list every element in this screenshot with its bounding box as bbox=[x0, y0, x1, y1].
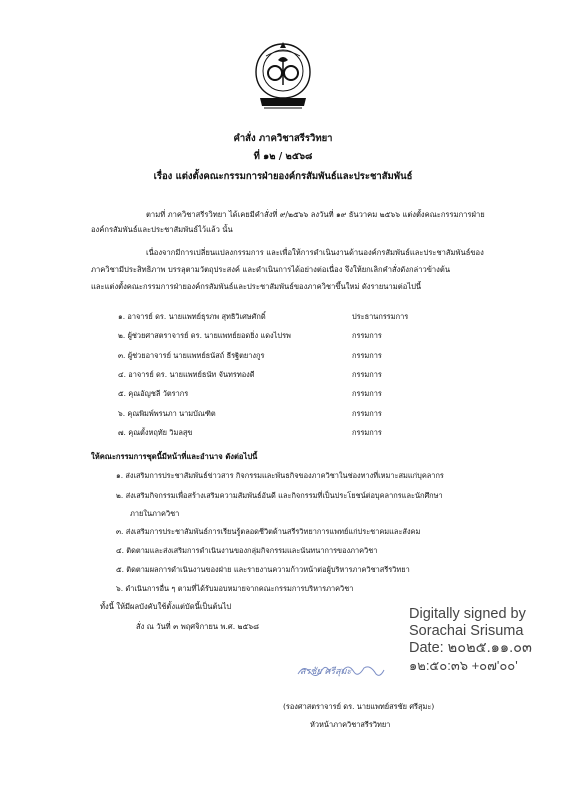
duty-item: ๒. ส่งเสริมกิจกรรมเพื่อสร้างเสริมความสัมพันธ์อันดี และกิจกรรมที่เป็นประโยชน์ต่อบุคลากรและนักศึกษา bbox=[116, 491, 443, 500]
university-seal-logo bbox=[248, 40, 318, 116]
member-role: กรรมการ bbox=[352, 351, 382, 360]
member-role: กรรมการ bbox=[352, 370, 382, 379]
paragraph-1-line-2: องค์กรสัมพันธ์และประชาสัมพันธ์ไว้แล้ว นั้น bbox=[91, 225, 233, 234]
signatory-position: หัวหน้าภาควิชาสรีรวิทยา bbox=[310, 720, 391, 729]
order-title: คำสั่ง ภาควิชาสรีรวิทยา bbox=[233, 133, 333, 144]
member-name: ๒. ผู้ช่วยศาสตราจารย์ ดร. นายแพทย์ยอดยิ่ง แดงไปรพ bbox=[118, 331, 291, 340]
duty-item: ๔. ติดตามและส่งเสริมการดำเนินงานของกลุ่มกิจกรรมและนันทนาการของภาควิชา bbox=[116, 546, 378, 555]
order-subject: เรื่อง แต่งตั้งคณะกรรมการฝ่ายองค์กรสัมพันธ์และประชาสัมพันธ์ bbox=[153, 171, 413, 182]
order-date: สั่ง ณ วันที่ ๓ พฤศจิกายน พ.ศ. ๒๕๖๘ bbox=[136, 622, 259, 631]
member-role: กรรมการ bbox=[352, 409, 382, 418]
digital-signature-time: ๑๒:๕๐:๓๖ +๐๗'๐๐' bbox=[409, 658, 518, 673]
digital-signature-name: Sorachai Srisuma bbox=[409, 623, 524, 639]
member-role: กรรมการ bbox=[352, 428, 382, 437]
member-name: ๑. อาจารย์ ดร. นายแพทย์ธุรภพ สุทธิวิเศษศักดิ์ bbox=[118, 312, 266, 321]
signature-scribble bbox=[296, 660, 386, 682]
member-name: ๖. คุณพิมพ์พรนภา นามบัณฑิต bbox=[118, 409, 216, 418]
paragraph-2-line-3: และแต่งตั้งคณะกรรมการฝ่ายองค์กรสัมพันธ์และประชาสัมพันธ์ของภาควิชาขึ้นใหม่ ดังรายนามต่อไปนี้ bbox=[91, 282, 422, 291]
member-name: ๕. คุณอัญชลี วัตรากร bbox=[118, 389, 189, 398]
member-name: ๔. อาจารย์ ดร. นายแพทย์ธนัท จันทรทองดี bbox=[118, 370, 255, 379]
member-name: ๓. ผู้ช่วยอาจารย์ นายแพทย์ธนัสถ์ ธีรฐิตยางกูร bbox=[118, 351, 265, 360]
duty-item: ๖. ดำเนินการอื่น ๆ ตามที่ได้รับมอบหมายจากคณะกรรมการบริหารภาควิชา bbox=[116, 584, 354, 593]
effective-statement: ทั้งนี้ ให้มีผลบังคับใช้ตั้งแต่บัดนี้เป็นต้นไป bbox=[100, 602, 232, 611]
duty-item: ๕. ติดตามผลการดำเนินงานของฝ่าย และรายงานความก้าวหน้าต่อผู้บริหารภาควิชาสรีรวิทยา bbox=[116, 565, 410, 574]
paragraph-1-line-1: ตามที่ ภาควิชาสรีรวิทยา ได้เคยมีคำสั่งที่ ๙/๒๕๖๖ ลงวันที่ ๑๙ ธันวาคม ๒๕๖๖ แต่งตั้งคณะกรรมการฝ่าย bbox=[146, 210, 485, 219]
paragraph-2-line-1: เนื่องจากมีการเปลี่ยนแปลงกรรมการ และเพื่อให้การดำเนินงานด้านองค์กรสัมพันธ์และประชาสัมพันธ์ของ bbox=[146, 248, 484, 257]
digital-signature-line: Digitally signed by bbox=[409, 606, 526, 622]
paragraph-2-line-2: ภาควิชามีประสิทธิภาพ บรรลุตามวัตถุประสงค์ และดำเนินการได้อย่างต่อเนื่อง จึงให้ยกเลิกคำสั่งดังกล่าวข้างต้น bbox=[91, 265, 451, 274]
duty-item: ๑. ส่งเสริมการประชาสัมพันธ์ข่าวสาร กิจกรรมและพันธกิจของภาควิชาในช่องทางที่เหมาะสมแก่บุคลากร bbox=[116, 471, 444, 480]
duty-item-continuation: ภายในภาควิชา bbox=[130, 509, 180, 518]
member-role: กรรมการ bbox=[352, 331, 382, 340]
member-role: ประธานกรรมการ bbox=[352, 312, 409, 321]
digital-signature-date: Date: ๒๐๒๕.๑๑.๐๓ bbox=[409, 640, 532, 656]
handwritten-signature: สรชัย ศรีสุมะ bbox=[300, 667, 352, 677]
member-role: กรรมการ bbox=[352, 389, 382, 398]
duties-heading: ให้คณะกรรมการชุดนี้มีหน้าที่และอำนาจ ดังต่อไปนี้ bbox=[91, 452, 258, 461]
signatory-name: (รองศาสตราจารย์ ดร. นายแพทย์สรชัย ศรีสุมะ) bbox=[283, 702, 435, 711]
duty-item: ๓. ส่งเสริมการประชาสัมพันธ์การเรียนรู้ตลอดชีวิตด้านสรีรวิทยาการแพทย์แก่ประชาคมและสังคม bbox=[116, 527, 421, 536]
member-name: ๗. คุณตั้งหฤทัย วิมลสุข bbox=[118, 428, 193, 437]
order-number: ที่ ๑๒ / ๒๕๖๘ bbox=[253, 151, 313, 162]
